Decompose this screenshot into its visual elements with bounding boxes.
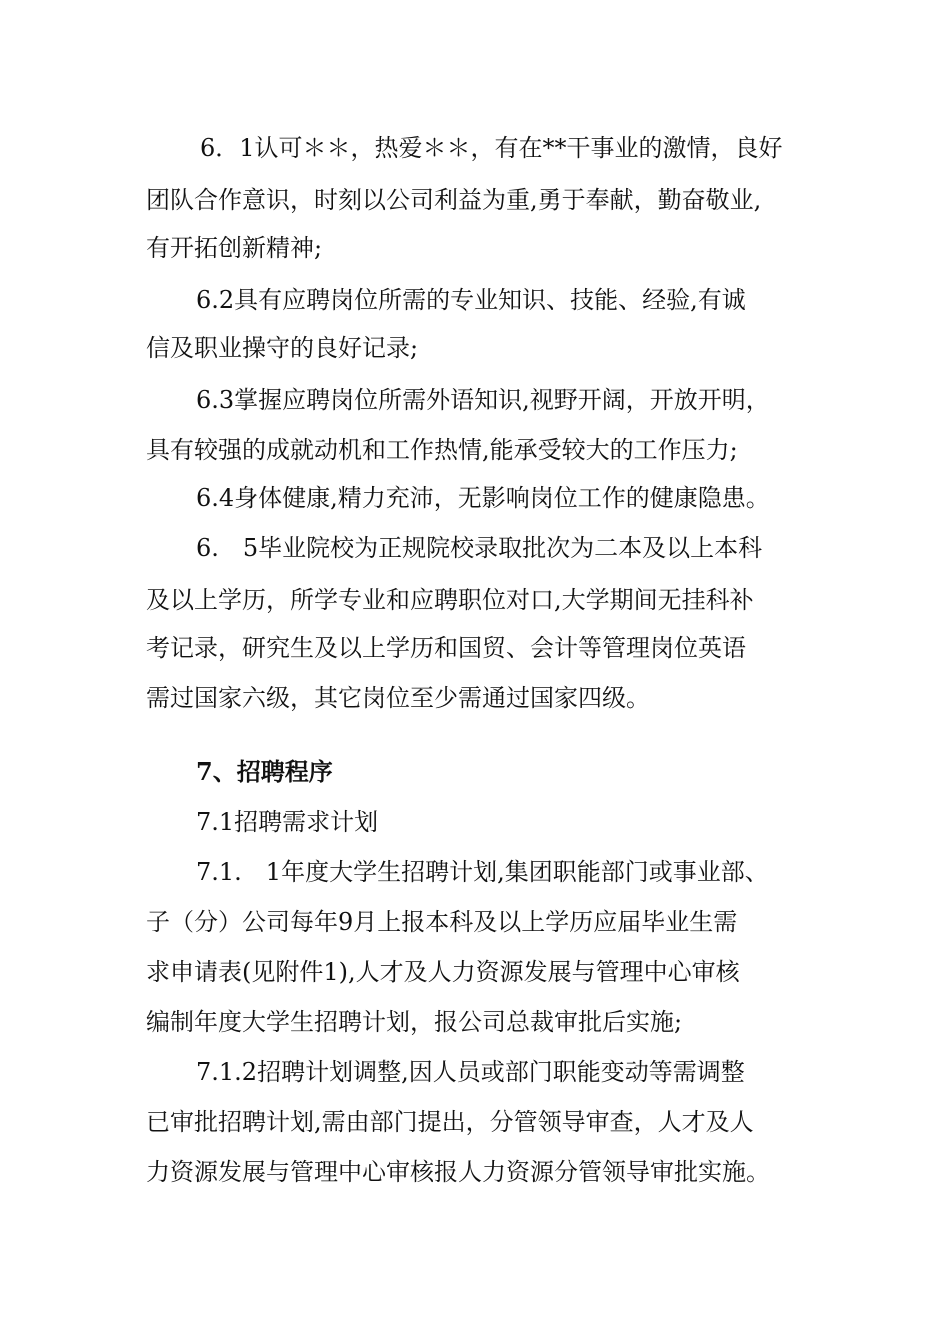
paragraph-7-1-1-line-4: 编制年度大学生招聘计划，报公司总裁审批后实施; xyxy=(146,1008,683,1036)
section-7-heading: 7、招聘程序 xyxy=(196,757,333,786)
paragraph-7-1-2-line-2: 已审批招聘计划,需由部门提出，分管领导审查，人才及人 xyxy=(146,1108,754,1136)
paragraph-6-3-line-1: 6.3掌握应聘岗位所需外语知识,视野开阔，开放开明， xyxy=(196,386,770,414)
paragraph-6-1-line-3: 有开拓创新精神; xyxy=(146,234,323,262)
paragraph-6-2-line-2: 信及职业操守的良好记录; xyxy=(146,334,419,362)
paragraph-6-5-line-1: 6. 5毕业院校为正规院校录取批次为二本及以上本科 xyxy=(196,534,763,562)
paragraph-7-1-2-line-1: 7.1.2招聘计划调整,因人员或部门职能变动等需调整 xyxy=(196,1058,745,1086)
paragraph-6-5-line-3: 考记录，研究生及以上学历和国贸、会计等管理岗位英语 xyxy=(146,634,746,662)
paragraph-6-3-line-2: 具有较强的成就动机和工作热情,能承受较大的工作压力; xyxy=(146,436,738,464)
paragraph-7-1: 7.1招聘需求计划 xyxy=(196,808,379,836)
paragraph-7-1-1-line-1: 7.1. 1年度大学生招聘计划,集团职能部门或事业部、 xyxy=(196,858,769,886)
paragraph-6-5-line-2: 及以上学历，所学专业和应聘职位对口,大学期间无挂科补 xyxy=(146,586,754,614)
paragraph-6-1-line-2: 团队合作意识，时刻以公司利益为重,勇于奉献，勤奋敬业, xyxy=(146,186,762,214)
paragraph-6-2-line-1: 6.2具有应聘岗位所需的专业知识、技能、经验,有诚 xyxy=(196,286,746,314)
paragraph-7-1-2-line-3: 力资源发展与管理中心审核报人力资源分管领导审批实施。 xyxy=(146,1158,770,1186)
paragraph-6-1-line-1: 6．1认可＊＊，热爱＊＊，有在**干事业的激情，良好 xyxy=(200,134,783,162)
paragraph-6-4-line-1: 6.4身体健康,精力充沛，无影响岗位工作的健康隐患。 xyxy=(196,484,770,512)
paragraph-6-5-line-4: 需过国家六级，其它岗位至少需通过国家四级。 xyxy=(146,684,650,712)
paragraph-7-1-1-line-2: 子（分）公司每年9月上报本科及以上学历应届毕业生需 xyxy=(146,908,738,936)
paragraph-7-1-1-line-3: 求申请表(见附件1),人才及人力资源发展与管理中心审核 xyxy=(146,958,740,986)
